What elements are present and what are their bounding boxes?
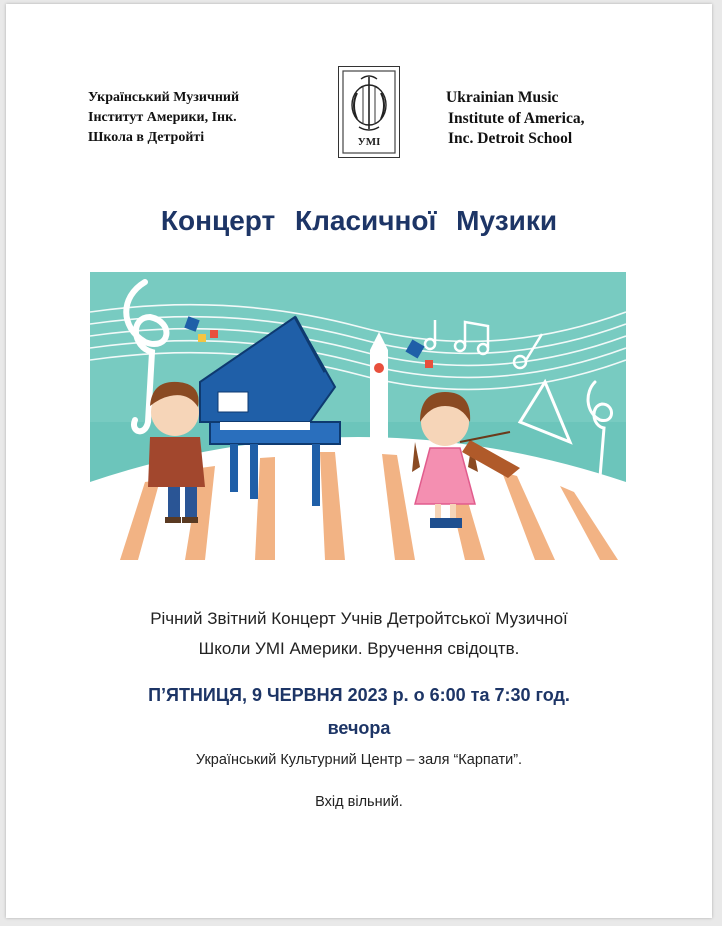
concert-description	[6, 604, 712, 664]
concert-title: Концерт Класичної Музики	[160, 205, 558, 236]
entry-text: Вхід вільний.	[315, 794, 403, 810]
header-right-line-2: Institute of America,	[448, 109, 585, 127]
event-date	[6, 679, 712, 745]
header-english-name	[446, 88, 584, 150]
logo-text: УМІ	[357, 136, 381, 148]
children-music-concert-illustration	[90, 272, 626, 560]
evening-label: вечора	[327, 718, 391, 738]
umi-logo	[338, 66, 400, 158]
venue-text: Український Культурний Центр – заля “Карпати”.	[195, 752, 523, 768]
header-left-line-3: Школа в Детройті	[88, 130, 205, 145]
header-left-line-2: Інститут Америки, Інк.	[88, 110, 237, 125]
header-left-line-1: Український Музичний	[88, 90, 240, 105]
flyer-page	[6, 4, 712, 918]
description-line-1: Річний Звітний Концерт Учнів Детройтської Музичної	[150, 609, 568, 628]
date-line: П’ЯТНИЦЯ, 9 ЧЕРВНЯ 2023 р. о 6:00 та 7:30 год.	[148, 685, 570, 705]
header-right-line-3: Inc. Detroit School	[448, 130, 573, 147]
header-right-line-1: Ukrainian Music	[446, 89, 559, 106]
header-ukrainian-name	[88, 88, 239, 148]
description-line-2: Школи УМІ Америки. Вручення свідоцтв.	[198, 639, 520, 658]
